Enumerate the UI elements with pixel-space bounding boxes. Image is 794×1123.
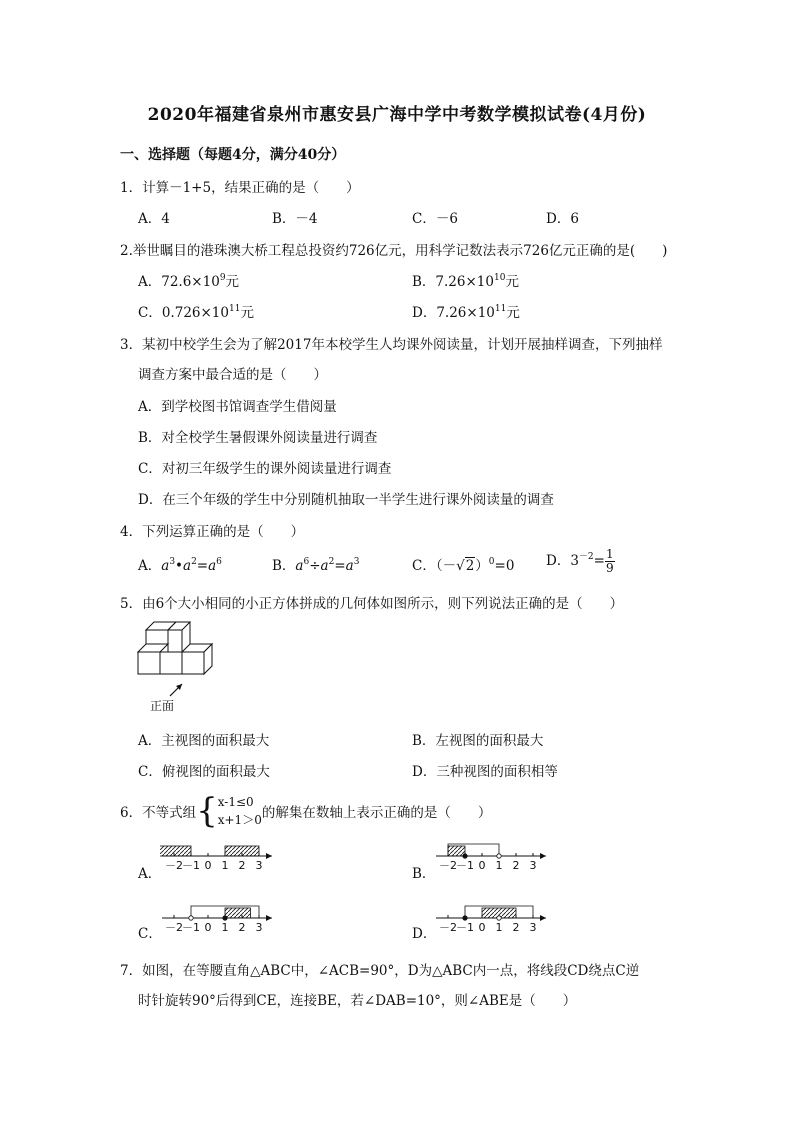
q5-option-d: D．三种视图的面积相等	[412, 764, 558, 780]
q3-option-c: C．对初三年级学生的课外阅读量进行调查	[138, 461, 392, 477]
page-title: 2020年福建省泉州市惠安县广海中学中考数学模拟试卷(4月份)	[147, 105, 647, 125]
question-4-stem: 4．下列运算正确的是（ ）	[120, 524, 305, 540]
tick-label: －1	[456, 859, 474, 872]
front-label: 正面	[150, 699, 175, 713]
tick-label: 3	[529, 921, 537, 934]
question-7-stem-line2: 时针旋转90°后得到CE，连接BE，若∠DAB=10°，则∠ABE是（ ）	[138, 993, 577, 1009]
tick-label: －1	[182, 859, 200, 872]
q4-option-d: D．$3^{-2}=$ $\frac{1}{9}$	[546, 547, 614, 575]
tick-label: 3	[255, 921, 263, 934]
number-line-b	[434, 834, 554, 876]
tick-label: －2	[439, 921, 457, 934]
question-3-stem-line1: 3．某初中校学生会为了解2017年本校学生人均课外阅读量，计划开展抽样调查，下列抽样	[120, 337, 663, 353]
tick-label: 0	[204, 859, 212, 872]
axis-arrow	[540, 853, 546, 859]
tick-label: 2	[512, 921, 520, 934]
tick-label: 1	[495, 859, 503, 872]
question-7-stem-line1: 7．如图，在等腰直角△ABC中，∠ACB=90°，D为△ABC内一点，将线段CD绕点C逆	[120, 963, 640, 979]
q5-option-c: C．俯视图的面积最大	[138, 764, 270, 780]
fraction-one-ninth: $\frac{1}{9}$	[605, 547, 614, 575]
closed-circle	[463, 916, 467, 920]
q2-option-d: D．$7.26\times 10^{11}$元	[412, 304, 520, 321]
question-3-stem-line2: 调查方案中最合适的是（ ）	[138, 367, 327, 383]
tick-label: －2	[165, 921, 183, 934]
tick-label: 0	[478, 859, 486, 872]
q2-option-c: C．$0.726\times 10^{11}$元	[138, 304, 254, 321]
tick-label: －2	[165, 859, 183, 872]
tick-label: 0	[478, 921, 486, 934]
tick-label: 1	[221, 921, 229, 934]
q3-option-a: A．到学校图书馆调查学生借阅量	[138, 399, 337, 415]
open-circle	[497, 854, 501, 858]
q5-option-a: A．主视图的面积最大	[138, 733, 270, 749]
tick-label: 3	[255, 859, 263, 872]
tick-label: 1	[495, 921, 503, 934]
q6-option-d-label: D．	[412, 926, 437, 942]
q3-option-d: D．在三个年级的学生中分别随机抽取一半学生进行课外阅读量的调查	[138, 492, 554, 508]
question-1-stem: 1．计算－1+5，结果正确的是（ ）	[120, 180, 360, 196]
q6-option-c-label: C．	[138, 926, 162, 942]
q1-option-b: B．－4	[272, 211, 318, 227]
q4-option-a: A．$a^3•a^2=a^6$	[138, 557, 222, 574]
q6-option-b-label: B．	[412, 866, 436, 882]
q4-option-c: C．$(-√2)^0=0$	[412, 557, 515, 574]
closed-circle	[463, 854, 467, 858]
tick-label: 2	[238, 921, 246, 934]
question-5-stem: 5．由6个大小相同的小正方体拼成的几何体如图所示，则下列说法正确的是（ ）	[120, 596, 624, 612]
q1-option-c: C．－6	[412, 211, 458, 227]
q1-option-a: A．4	[138, 211, 170, 227]
q4-option-b: B．$a^6\div a^2=a^3$	[272, 557, 360, 574]
question-6-stem: 6．不等式组 { x-1≤0 x+1＞0 的解集在数轴上表示正确的是（ ）	[120, 791, 492, 831]
q1-option-d: D．6	[546, 211, 579, 227]
shaded-region	[225, 908, 251, 918]
shaded-region	[160, 846, 191, 856]
q6-option-a-label: A．	[138, 866, 162, 882]
question-2-stem: 2.举世瞩目的港珠澳大桥工程总投资约726亿元，用科学记数法表示726亿元正确的是( )	[120, 243, 668, 259]
number-line-d	[434, 896, 554, 938]
cube-figure	[132, 618, 222, 718]
section-heading: 一、选择题（每题4分，满分40分）	[120, 147, 346, 163]
q3-option-b: B．对全校学生暑假课外阅读量进行调查	[138, 430, 378, 446]
tick-label: －1	[182, 921, 200, 934]
tick-label: －1	[456, 921, 474, 934]
tick-label: －2	[439, 859, 457, 872]
inequality-system: x-1≤0 x+1＞0	[217, 795, 262, 827]
number-line-a	[160, 834, 280, 876]
q2-option-b: B．$7.26\times 10^{10}$元	[412, 273, 519, 290]
open-circle	[497, 916, 501, 920]
shaded-region	[448, 846, 465, 856]
q2-option-a: A．$72.6\times 10^9$元	[138, 273, 240, 290]
tick-label: 2	[512, 859, 520, 872]
tick-label: 1	[221, 859, 229, 872]
open-circle	[189, 916, 193, 920]
system-brace: {	[196, 791, 218, 831]
number-line-c	[160, 896, 280, 938]
closed-circle	[223, 916, 227, 920]
q5-option-b: B．左视图的面积最大	[412, 733, 544, 749]
tick-label: 3	[529, 859, 537, 872]
axis-arrow	[540, 915, 546, 921]
axis-arrow	[266, 915, 272, 921]
tick-label: 0	[204, 921, 212, 934]
axis-arrow	[266, 853, 272, 859]
tick-label: 2	[238, 859, 246, 872]
